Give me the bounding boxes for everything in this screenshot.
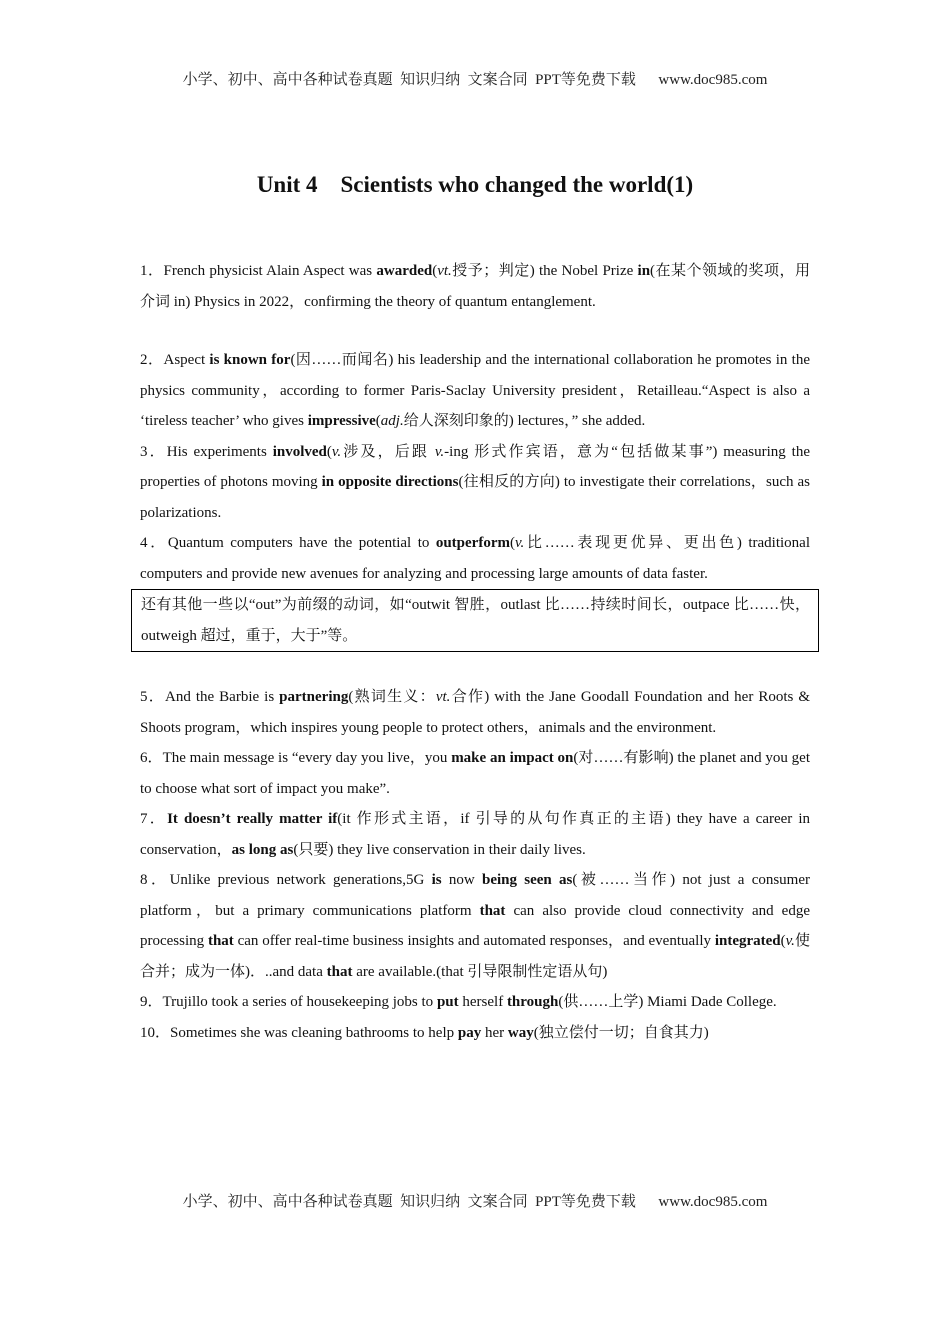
item-5: 5．And the Barbie is partnering(熟词生义：vt.合作) with the Jane Goodall Foundation and her Roots & Shoots program，which inspires young people to protect others，animals and the environment. bbox=[140, 689, 810, 736]
item-4: 4．Quantum computers have the potential to outperform(v.比……表现更优异、更出色) traditional computers and provide new avenues for analyzing and processing large amounts of data faster. bbox=[140, 535, 810, 582]
page-title: Unit 4 Scientists who changed the world(1) bbox=[256, 172, 694, 197]
item-3: 3．His experiments involved(v.涉及，后跟 v.-ing 形式作宾语，意为“包括做某事”) measuring the properties of photons moving in opposite directions(往相反的方向) to investigate their correlations，such as polarizations. bbox=[140, 443, 811, 521]
item-9: 9．Trujillo took a series of housekeeping jobs to put herself through(供……上学) Miami Dade College. bbox=[140, 994, 777, 1010]
item-8: 8．Unlike previous network generations,5G is now being seen as(被……当作) not just a consumer platform，but a primary communications platform that can also provide cloud connectivity and edge processing that can offer real-time business insights and automated responses，and eventually integrated(v.使合并；成为一体)．..and data that are available.(that 引导限制性定语从句) bbox=[140, 872, 811, 980]
page-header: 小学、初中、高中各种试卷真题 知识归纳 文案合同 PPT等免费下载 www.doc985.com bbox=[182, 72, 768, 88]
item-1: 1．French physicist Alain Aspect was awarded(vt.授予；判定) the Nobel Prize in(在某个领域的奖项，用介词 in) Physics in 2022，confirming the theory of quantum entanglement. bbox=[140, 263, 810, 310]
note-text: 还有其他一些以“out”为前缀的动词，如“outwit 智胜，outlast 比……持续时间长，outpace 比……快，outweigh 超过，重于，大于”等。 bbox=[141, 597, 810, 644]
page-footer: 小学、初中、高中各种试卷真题 知识归纳 文案合同 PPT等免费下载 www.doc985.com bbox=[182, 1194, 768, 1210]
item-7: 7．It doesn’t really matter if(it 作形式主语，if 引导的从句作真正的主语) they have a career in conservation，as long as(只要) they live conservation in their daily lives. bbox=[140, 811, 810, 858]
item-2: 2．Aspect is known for(因……而闻名) his leadership and the international collaboration he promotes in the physics community，according to former Paris-Saclay University president，Retailleau.“Aspect is also a ‘tireless teacher’ who gives impressive(adj.给人深刻印象的) lectures，” she added. bbox=[140, 352, 810, 429]
document-body bbox=[140, 256, 810, 1048]
item-6: 6．The main message is “every day you live，you make an impact on(对……有影响) the planet and you get to choose what sort of impact you make”. bbox=[140, 750, 810, 797]
note-box bbox=[131, 589, 819, 652]
item-10: 10．Sometimes she was cleaning bathrooms to help pay her way(独立偿付一切；自食其力) bbox=[140, 1024, 709, 1041]
